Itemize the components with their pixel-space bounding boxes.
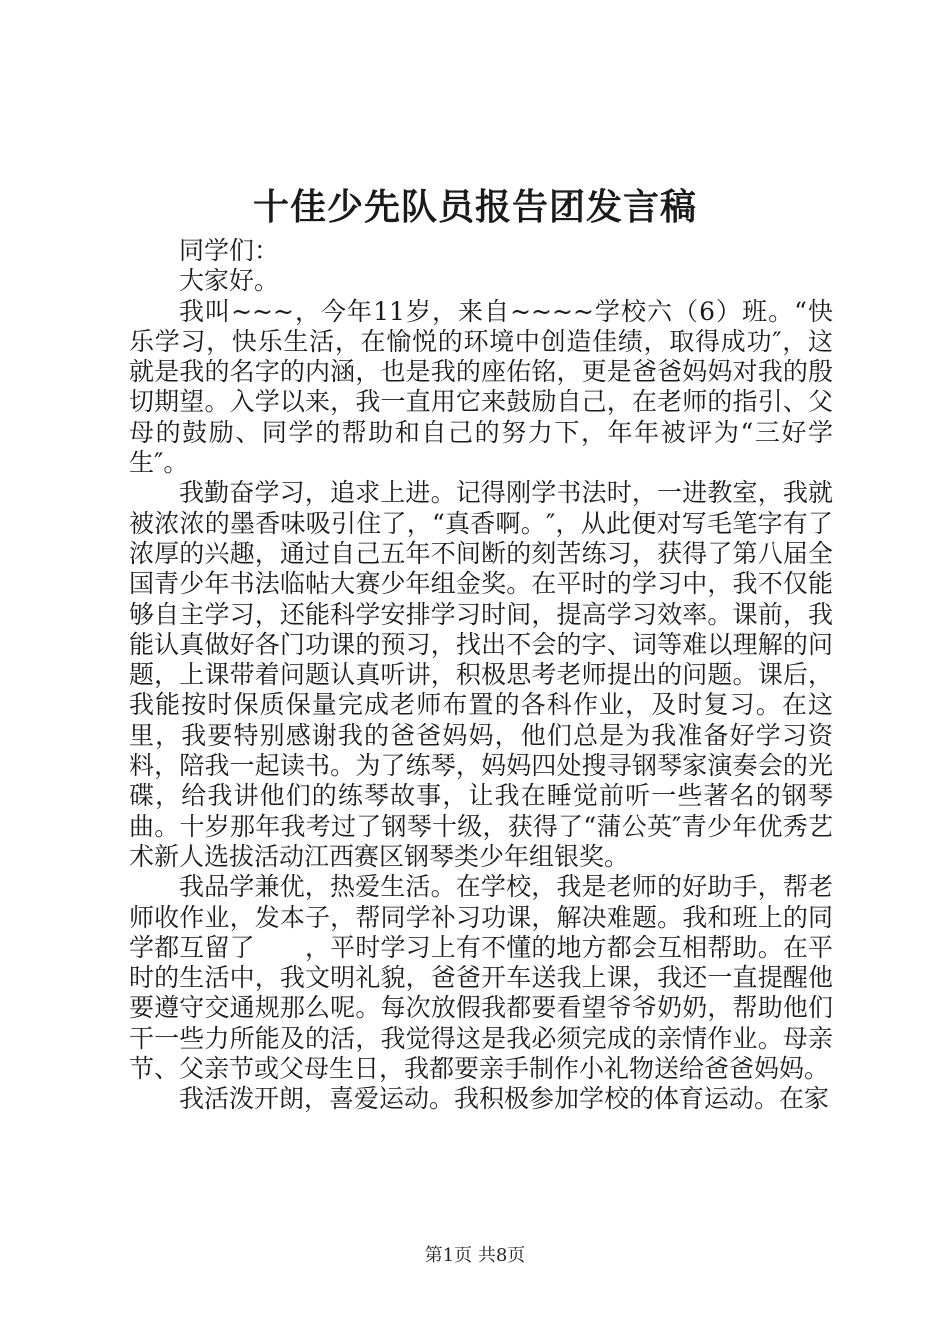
document-body — [129, 236, 833, 1115]
paragraph-hello: 大家好。 — [179, 266, 280, 296]
paragraph-character: 我品学兼优，热爱生活。在学校，我是老师的好助手，帮老师收作业，发本子，帮同学补习功课，解决难题。我和班上的同学都互留了 ，平时学习上有不懂的地方都会互相帮助。在平时的生活中，我文明礼貌，爸爸开车送我上课，我还一直提醒他要遵守交通规那么呢。每次放假我都要看望爷爷奶奶，帮助他们干一些力所能及的活，我觉得这是我必须完成的亲情作业。母亲节、父亲节或父母生日，我都要亲手制作小礼物送给爸爸妈妈。 — [129, 872, 833, 1084]
document-title: 十佳少先队员报告团发言稿 — [252, 186, 697, 228]
paragraph-sports: 我活泼开朗，喜爱运动。我积极参加学校的体育运动。在家 — [179, 1084, 830, 1114]
paragraph-greeting: 同学们： — [179, 236, 280, 265]
page-footer: 第1页 共8页 — [424, 1245, 526, 1266]
paragraph-study: 我勤奋学习，追求上进。记得刚学书法时，一进教室，我就被浓浓的墨香味吸引住了，“真香啊。″，从此便对写毛笔字有了浓厚的兴趣，通过自己五年不间断的刻苦练习，获得了第八届全国青少年书法临帖大赛少年组金奖。在平时的学习中，我不仅能够自主学习，还能科学安排学习时间，提高学习效率。课前，我能认真做好各门功课的预习，找出不会的字、词等难以理解的问题，上课带着问题认真听讲，积极思考老师提出的问题。课后，我能按时保质保量完成老师布置的各科作业，及时复习。在这里，我要特别感谢我的爸爸妈妈，他们总是为我准备好学习资料，陪我一起读书。为了练琴，妈妈四处搜寻钢琴家演奏会的光碟，给我讲他们的练琴故事，让我在睡觉前听一些著名的钢琴曲。十岁那年我考过了钢琴十级，获得了“蒲公英″青少年优秀艺术新人选拔活动江西赛区钢琴类少年组银奖。 — [129, 478, 833, 871]
paragraph-introduction: 我叫~~~，今年11岁，来自~~~~学校六（6）班。“快乐学习，快乐生活，在愉悦的环境中创造佳绩，取得成功″，这就是我的名字的内涵，也是我的座佑铭，更是爸爸妈妈对我的殷切期望。入学以来，我一直用它来鼓励自己，在老师的指引、父母的鼓励、同学的帮助和自己的努力下，年年被评为“三好学生″。 — [129, 296, 833, 478]
